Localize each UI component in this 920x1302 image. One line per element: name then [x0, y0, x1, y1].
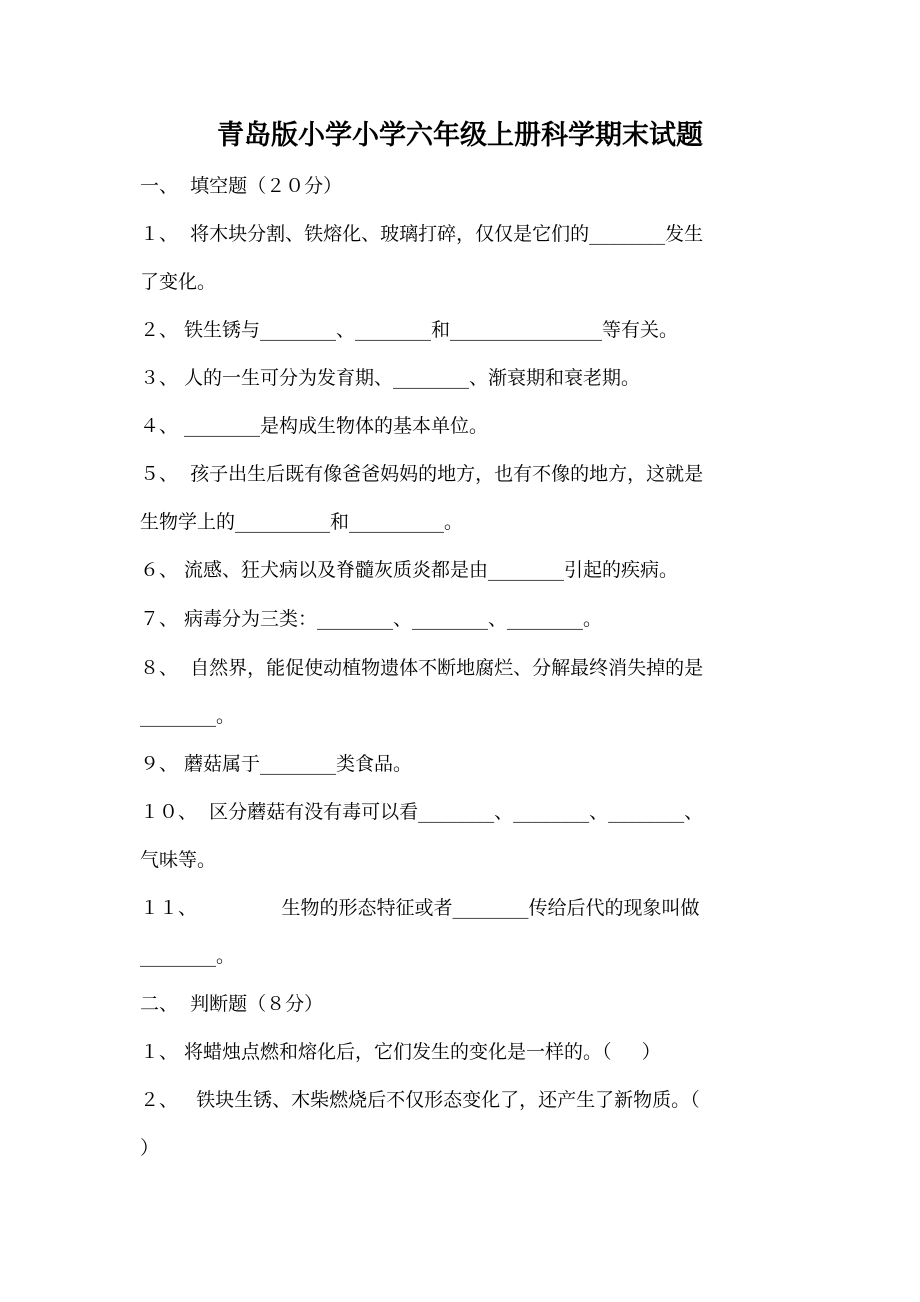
- question-line: 气味等。: [140, 849, 217, 871]
- question-line: ９、 蘑菇属于________类食品。: [140, 753, 413, 775]
- question-line: 了变化。: [140, 271, 217, 293]
- question-line: ）: [140, 1137, 160, 1159]
- question-line: １１、 生物的形态特征或者________传给后代的现象叫做: [140, 897, 700, 919]
- question-line: ４、 ________是构成生物体的基本单位。: [140, 415, 489, 437]
- question-line: ２、 铁块生锈、木柴燃烧后不仅形态变化了，还产生了新物质。（: [140, 1089, 700, 1111]
- question-line: １０、 区分蘑菇有没有毒可以看________、________、________、: [140, 801, 704, 823]
- question-line: ８、 自然界，能促使动植物遗体不断地腐烂、分解最终消失掉的是: [140, 657, 704, 679]
- question-line: １、 将木块分割、铁熔化、玻璃打碎，仅仅是它们的________发生: [140, 223, 704, 245]
- section-heading-true-false: 二、 判断题（８分）: [140, 993, 324, 1015]
- question-line: ３、 人的一生可分为发育期、________、渐衰期和衰老期。: [140, 367, 641, 389]
- question-line: ５、 孩子出生后既有像爸爸妈妈的地方，也有不像的地方，这就是: [140, 463, 704, 485]
- question-line: ７、 病毒分为三类：________、________、________。: [140, 608, 603, 630]
- question-line: ________。: [140, 705, 236, 727]
- question-line: ________。: [140, 945, 236, 967]
- question-line: １、 将蜡烛点燃和熔化后，它们发生的变化是一样的。（ ）: [140, 1041, 661, 1063]
- section-heading-fill-blank: 一、 填空题（２０分）: [140, 175, 343, 197]
- question-line: ６、 流感、狂犬病以及脊髓灰质炎都是由________引起的疾病。: [140, 559, 679, 581]
- question-line: 生物学上的__________和__________。: [140, 511, 464, 533]
- question-line: ２、 铁生锈与________、________和________________等有关。: [140, 319, 679, 341]
- page-title: 青岛版小学小学六年级上册科学期末试题: [217, 120, 703, 151]
